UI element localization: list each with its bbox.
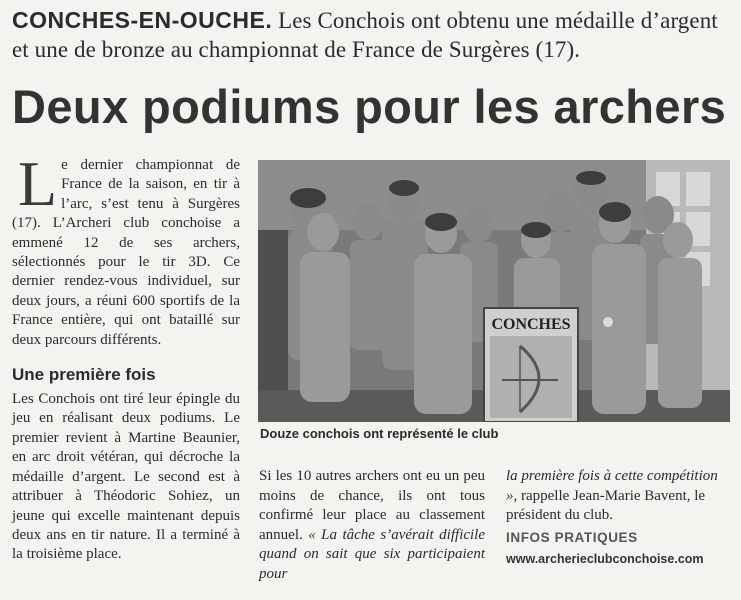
kicker-place: CONCHES-EN-OUCHE. [12, 7, 273, 33]
section-paragraph: Les Conchois ont tiré leur épingle du jeu en réalisant deux podiums. Le premier revient à Martine Beaunier, en arc droit vétéran, qui décroche la médaille d’argent. Le second est à attribuer à Théodoric Sohiez, un jeune qui excelle maintenant depuis deux ans en tir nature. Il a terminé à la troisième place. [12, 391, 240, 563]
article-headline: Deux podiums pour les archers [12, 80, 727, 133]
section-subhead: Une première fois [12, 365, 156, 385]
team-photo [258, 160, 730, 422]
article-kicker [12, 6, 732, 64]
intro-text: e dernier championnat de France de la saison, en tir à l’arc, s’est tenu à Surgères (17). L’Archeri club conchoise a emmené 12 de ses archers, sélectionnés pour le tir 3D. Ce dernier rendez-vous individuel, sur deux jours, a réuni 600 sportifs de la France entière, qui ont bataillé sur deux parcours différents. [12, 157, 240, 348]
info-url: www.archerieclubconchoise.com [506, 552, 704, 567]
drop-cap: L [18, 148, 58, 219]
col2-text: Si les 10 autres archers ont eu un peu moins de chance, ils ont tous confirmé leur place au classement annuel. [259, 468, 485, 543]
article-column-3 [506, 467, 732, 570]
info-title: INFOS PRATIQUES [506, 529, 638, 545]
col3-text: , rappelle Jean-Marie Bavent, le président du club. [506, 487, 706, 524]
photo-caption: Douze conchois ont représenté le club [260, 426, 499, 441]
col2-quote: « La tâche s’avérait difficile quand on sait que six participaient pour [259, 526, 486, 582]
col3-quote: la première fois à cette compétition » [506, 468, 718, 504]
kicker-text: Les Conchois ont obtenu une médaille d’argent et une de bronze au championnat de France de Surgères (17). [12, 8, 718, 62]
article-column-2 [259, 467, 485, 585]
photo-sign-text: CONCHES [491, 316, 571, 333]
team-photo-illustration [258, 160, 730, 422]
intro-paragraph [12, 148, 240, 350]
article-column-1 [12, 148, 240, 565]
